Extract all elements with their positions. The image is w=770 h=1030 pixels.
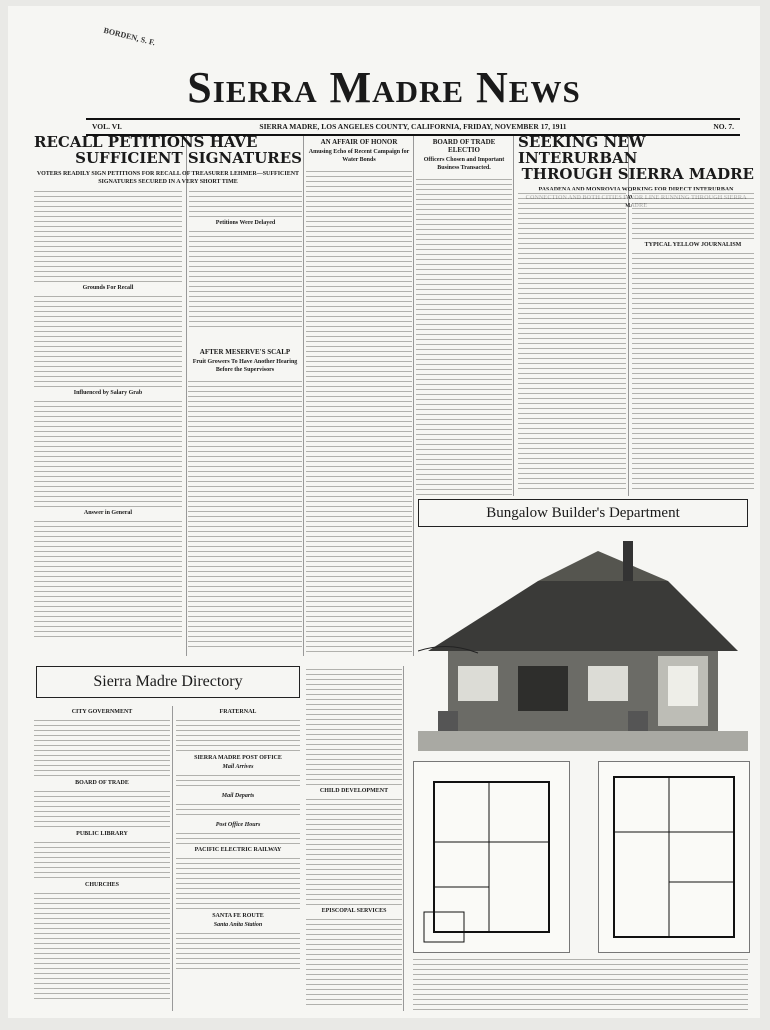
dir-post-office: SIERRA MADRE POST OFFICE	[194, 755, 282, 761]
library-stamp: BORDEN, S. F.	[102, 25, 157, 48]
bungalow-illustration	[418, 541, 748, 751]
floor-plan-left	[413, 761, 570, 953]
dir-public-library: PUBLIC LIBRARY	[76, 831, 128, 837]
center-lower-column	[306, 666, 402, 1011]
recall-subhead-grounds: Grounds For Recall	[82, 285, 134, 291]
recall-subhead-general: Answer in General	[83, 510, 133, 516]
directory-left	[34, 706, 170, 1011]
recall-headline-2: SUFFICIENT SIGNATURES	[75, 149, 302, 167]
recall-body-col1	[34, 188, 182, 656]
recall-subhead-salary: Influenced by Salary Grab	[73, 390, 143, 396]
masthead: Sierra Madre News	[187, 63, 581, 112]
recall-deck: VOTERS READILY SIGN PETITIONS FOR RECALL OF TREASURER LEHMER—SUFFICIENT SIGNATURES SECURED IN A VERY SHORT TIME	[36, 171, 300, 185]
dir-mail-departs: Mail Departs	[221, 793, 255, 799]
trade-deck: Officers Chosen and Important Business Transacted.	[423, 157, 505, 171]
volume-number: VOL. VI.	[92, 122, 122, 131]
trade-article	[416, 136, 512, 496]
dir-board-of-trade: BOARD OF TRADE	[75, 780, 129, 786]
dir-churches: CHURCHES	[84, 882, 119, 888]
floor-plan-left-drawing	[414, 762, 569, 952]
dir-city-government: CITY GOVERNMENT	[71, 709, 133, 715]
meserve-deck: Fruit Growers To Have Another Hearing Before the Supervisors	[192, 359, 298, 373]
interurban-headline-2: THROUGH SIERRA MADRE	[521, 165, 754, 183]
dir-santa-anita: Santa Anita Station	[213, 922, 263, 928]
place-date: SIERRA MADRE, LOS ANGELES COUNTY, CALIFORNIA, FRIDAY, NOVEMBER 17, 1911	[259, 122, 567, 131]
dir-pacific-electric: PACIFIC ELECTRIC RAILWAY	[194, 847, 282, 853]
bungalow-title: Bungalow Builder's Department	[418, 499, 748, 527]
meserve-article	[188, 346, 302, 656]
directory-title: Sierra Madre Directory	[36, 666, 300, 698]
dir-fraternal: FRATERNAL	[219, 709, 257, 715]
trade-headline: BOARD OF TRADE ELECTIO	[432, 138, 496, 154]
floor-plan-right	[598, 761, 750, 953]
child-development-headline: CHILD DEVELOPMENT	[319, 788, 389, 794]
dir-santa-fe: SANTA FE ROUTE	[212, 913, 264, 919]
meserve-headline: AFTER MESERVE'S SCALP	[199, 348, 291, 356]
honor-article	[306, 136, 412, 656]
honor-deck: Amusing Echo of Recent Campaign for Water Bonds	[308, 149, 410, 163]
dir-post-office-hours: Post Office Hours	[215, 822, 261, 828]
recall-subhead-delayed: Petitions Were Delayed	[215, 220, 276, 226]
honor-headline: AN AFFAIR OF HONOR	[320, 138, 398, 146]
directory-right	[176, 706, 300, 1011]
floor-plan-right-drawing	[599, 762, 749, 952]
episcopal-headline: EPISCOPAL SERVICES	[321, 908, 387, 914]
recall-headline-1: RECALL PETITIONS HAVE	[34, 134, 258, 151]
interurban-headline-1: SEEKING NEW INTERURBAN	[518, 134, 646, 167]
newspaper-page	[8, 6, 760, 1018]
dir-mail-arrives: Mail Arrives	[222, 764, 254, 770]
bungalow-text	[413, 956, 748, 1014]
yellow-journalism-subhead: TYPICAL YELLOW JOURNALISM	[644, 242, 742, 248]
interurban-article	[518, 134, 754, 496]
issue-number: NO. 7.	[713, 122, 734, 131]
